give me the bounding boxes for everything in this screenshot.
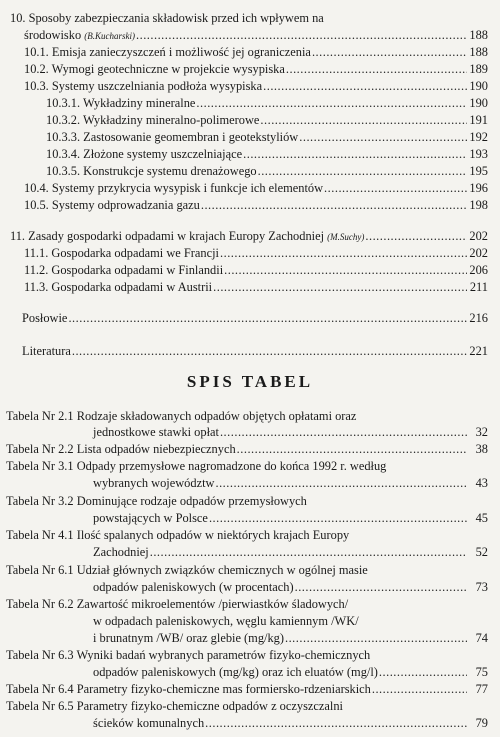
page-number: 75 bbox=[475, 665, 488, 679]
toc-entry-literature[interactable]: Literatura ..... 221 bbox=[22, 343, 488, 359]
page-number: 188 bbox=[469, 28, 488, 42]
table-entry-4-1-title: Tabela Nr 4.1 Ilość spalanych odpadów w niektórych krajach Europy bbox=[6, 528, 350, 542]
page-number: 198 bbox=[469, 198, 488, 212]
page-number: 190 bbox=[469, 79, 488, 93]
leader-dots bbox=[68, 310, 467, 326]
leader-dots bbox=[213, 279, 467, 295]
table-entry-6-5[interactable]: ścieków komunalnych ..... 79 bbox=[93, 715, 488, 731]
page-number: 77 bbox=[475, 682, 488, 696]
toc-entry-11-1[interactable]: 11.1. Gospodarka odpadami we Francji ..... 202 bbox=[24, 245, 488, 261]
table-entry-6-1[interactable]: odpadów paleniskowych (w procentach) ..... 73 bbox=[93, 579, 488, 595]
leader-dots bbox=[299, 129, 467, 145]
toc-entry-10-3-2[interactable]: 10.3.2. Wykładziny mineralno-polimerowe ..... 191 bbox=[46, 112, 488, 128]
chapter-10-title-continued[interactable]: środowisko (B.Kucharski) ..... 188 bbox=[24, 27, 488, 43]
toc-entry-10-3-4[interactable]: 10.3.4. Złożone systemy uszczelniające ..... 193 bbox=[46, 146, 488, 162]
chapter-10-title: 10. Sposoby zabezpieczania składowisk przed ich wpływem na bbox=[10, 11, 324, 25]
leader-dots bbox=[243, 146, 467, 162]
toc-entry-10-4[interactable]: 10.4. Systemy przykrycia wysypisk i funkcje ich elementów ..... 196 bbox=[24, 180, 488, 196]
page-number: 202 bbox=[469, 246, 488, 260]
leader-dots bbox=[295, 579, 467, 595]
leader-dots bbox=[150, 544, 467, 560]
leader-dots bbox=[312, 44, 467, 60]
table-entry-6-2-title-2: w odpadach paleniskowych, węglu kamiennym /WK/ bbox=[93, 614, 359, 628]
chapter-10-author: (B.Kucharski) bbox=[84, 31, 135, 41]
leader-dots bbox=[237, 441, 467, 457]
table-entry-3-1-title: Tabela Nr 3.1 Odpady przemysłowe nagromadzone do końca 1992 r. według bbox=[6, 459, 387, 473]
leader-dots bbox=[224, 262, 467, 278]
leader-dots bbox=[365, 228, 467, 244]
table-entry-2-1[interactable]: jednostkowe stawki opłat ..... 32 bbox=[93, 424, 488, 440]
leader-dots bbox=[72, 343, 467, 359]
table-entry-3-2[interactable]: powstających w Polsce ..... 45 bbox=[93, 510, 488, 526]
leader-dots bbox=[379, 664, 467, 680]
table-entry-2-2[interactable]: Tabela Nr 2.2 Lista odpadów niebezpiecznych ..... 38 bbox=[6, 441, 488, 457]
leader-dots bbox=[263, 78, 467, 94]
table-entry-2-1-title: Tabela Nr 2.1 Rodzaje składowanych odpadów objętych opłatami oraz bbox=[6, 409, 357, 423]
page-number: 196 bbox=[469, 181, 488, 195]
leader-dots bbox=[196, 95, 467, 111]
page-number: 216 bbox=[469, 311, 488, 325]
toc-entry-11-2[interactable]: 11.2. Gospodarka odpadami w Finlandii ..... 206 bbox=[24, 262, 488, 278]
leader-dots bbox=[220, 245, 467, 261]
leader-dots bbox=[372, 681, 467, 697]
page-number: 211 bbox=[469, 280, 488, 294]
leader-dots bbox=[324, 180, 467, 196]
table-entry-6-4[interactable]: Tabela Nr 6.4 Parametry fizyko-chemiczne mas formiersko-rdzeniarskich ..... 77 bbox=[6, 681, 488, 697]
page-number: 202 bbox=[469, 229, 488, 243]
page-number: 206 bbox=[469, 263, 488, 277]
toc-entry-10-3-3[interactable]: 10.3.3. Zastosowanie geomembran i geotekstyliów ..... 192 bbox=[46, 129, 488, 145]
page-number: 52 bbox=[475, 545, 488, 559]
table-entry-6-1-title: Tabela Nr 6.1 Udział głównych związków chemicznych w ogólnej masie bbox=[6, 563, 368, 577]
page-number: 73 bbox=[475, 580, 488, 594]
leader-dots bbox=[136, 27, 467, 43]
toc-entry-10-1[interactable]: 10.1. Emisja zanieczyszczeń i możliwość jej ograniczenia ..... 188 bbox=[24, 44, 488, 60]
table-entry-6-3-title: Tabela Nr 6.3 Wyniki badań wybranych parametrów fizyko-chemicznych bbox=[6, 648, 371, 662]
page-number: 221 bbox=[469, 344, 488, 358]
table-entry-6-2-title: Tabela Nr 6.2 Zawartość mikroelementów /pierwiastków śladowych/ bbox=[6, 597, 349, 611]
toc-entry-10-3-1[interactable]: 10.3.1. Wykładziny mineralne ..... 190 bbox=[46, 95, 488, 111]
page-number: 190 bbox=[469, 96, 488, 110]
toc-entry-10-3-5[interactable]: 10.3.5. Konstrukcje systemu drenażowego ..... 195 bbox=[46, 163, 488, 179]
leader-dots bbox=[286, 61, 467, 77]
page-number: 79 bbox=[475, 716, 488, 730]
page-number: 189 bbox=[469, 62, 488, 76]
toc-entry-10-5[interactable]: 10.5. Systemy odprowadzania gazu ..... 198 bbox=[24, 197, 488, 213]
page-number: 32 bbox=[475, 425, 488, 439]
toc-entry-10-3[interactable]: 10.3. Systemy uszczelniania podłoża wysypiska ..... 190 bbox=[24, 78, 488, 94]
table-entry-6-3[interactable]: odpadów paleniskowych (mg/kg) oraz ich eluatów (mg/l) ..... 75 bbox=[93, 664, 488, 680]
leader-dots bbox=[260, 112, 467, 128]
leader-dots bbox=[258, 163, 467, 179]
tables-list-heading: SPIS TABEL bbox=[186, 372, 314, 391]
page-number: 45 bbox=[475, 511, 488, 525]
table-entry-6-5-title: Tabela Nr 6.5 Parametry fizyko-chemiczne odpadów z oczyszczalni bbox=[6, 699, 343, 713]
page-number: 188 bbox=[469, 45, 488, 59]
chapter-11-author: (M.Suchy) bbox=[327, 232, 365, 242]
page-number: 193 bbox=[469, 147, 488, 161]
page-number: 191 bbox=[469, 113, 488, 127]
toc-entry-afterword[interactable]: Posłowie ..... 216 bbox=[22, 310, 488, 326]
leader-dots bbox=[220, 424, 467, 440]
leader-dots bbox=[215, 475, 467, 491]
table-entry-4-1[interactable]: Zachodniej ..... 52 bbox=[93, 544, 488, 560]
page-number: 192 bbox=[469, 130, 488, 144]
table-entry-3-1[interactable]: wybranych województw ..... 43 bbox=[93, 475, 488, 491]
page-number: 38 bbox=[475, 442, 488, 456]
leader-dots bbox=[201, 197, 467, 213]
page-number: 43 bbox=[475, 476, 488, 490]
table-entry-3-2-title: Tabela Nr 3.2 Dominujące rodzaje odpadów przemysłowych bbox=[6, 494, 307, 508]
chapter-11-title[interactable]: 11. Zasady gospodarki odpadami w krajach Europy Zachodniej (M.Suchy) ..... 202 bbox=[10, 228, 488, 244]
leader-dots bbox=[209, 510, 467, 526]
leader-dots bbox=[285, 630, 467, 646]
page-number: 195 bbox=[469, 164, 488, 178]
leader-dots bbox=[205, 715, 467, 731]
toc-entry-10-2[interactable]: 10.2. Wymogi geotechniczne w projekcie wysypiska ..... 189 bbox=[24, 61, 488, 77]
table-entry-6-2[interactable]: i brunatnym /WB/ oraz glebie (mg/kg) ..... 74 bbox=[93, 630, 488, 646]
page-number: 74 bbox=[475, 631, 488, 645]
toc-entry-11-3[interactable]: 11.3. Gospodarka odpadami w Austrii ..... 211 bbox=[24, 279, 488, 295]
